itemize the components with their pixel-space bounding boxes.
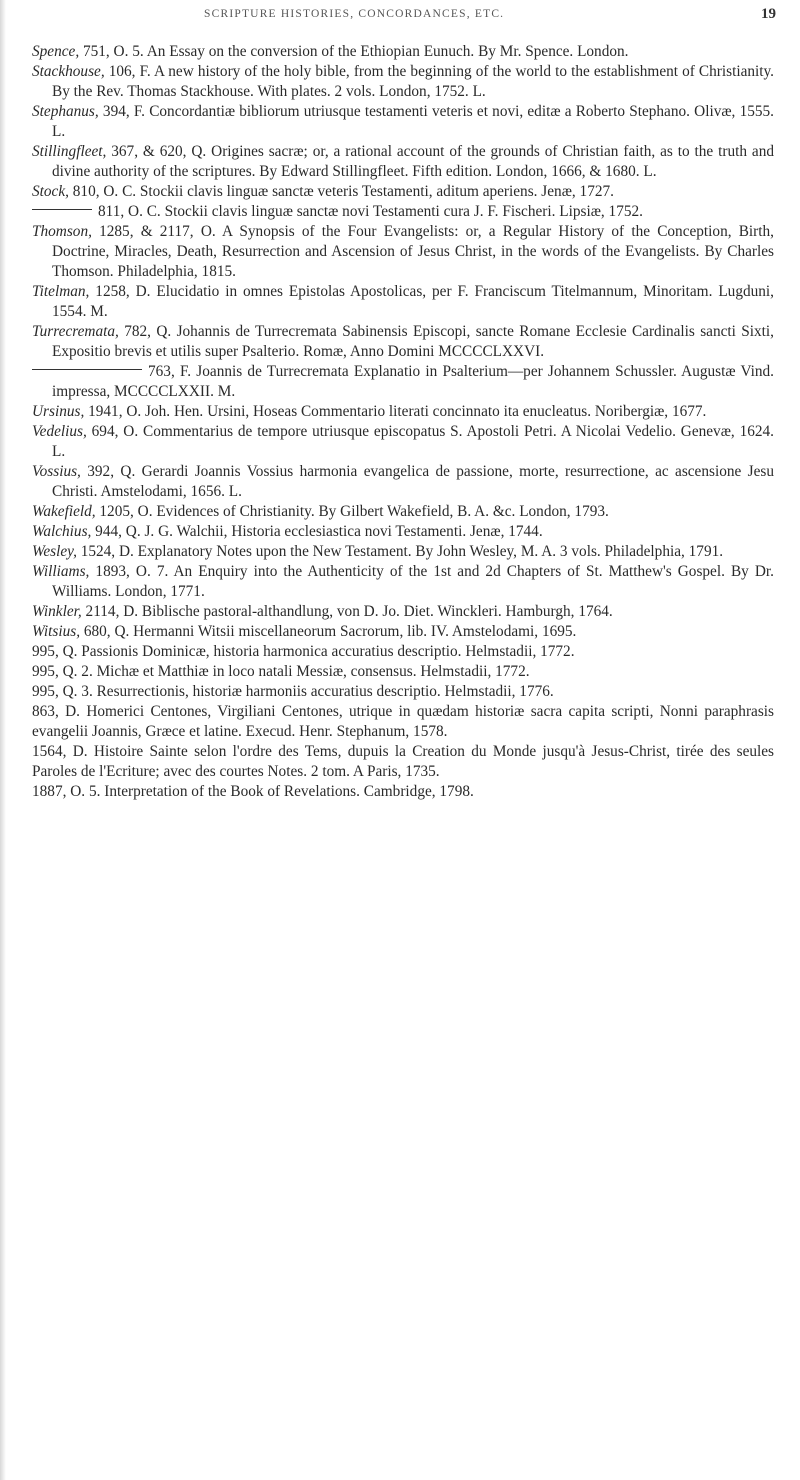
entry-author: Stackhouse, bbox=[32, 63, 105, 80]
entry-text: 995, Q. Passionis Dominicæ, historia harmonica accuratius descriptio. Helmstadii, 1772. bbox=[32, 643, 575, 660]
entry-author: Stillingfleet, bbox=[32, 143, 107, 160]
entry-text: 1258, D. Elucidatio in omnes Epistolas Apostolicas, per F. Franciscum Titelmannum, Minoritam. Lugduni, 1554. M. bbox=[52, 283, 774, 320]
entry-author: Walchius, bbox=[32, 523, 92, 540]
bibliography-entry bbox=[32, 222, 774, 282]
entry-text: 1285, & 2117, O. A Synopsis of the Four Evangelists: or, a Regular History of the Conception, Birth, Doctrine, Miracles, Death, Resurrection and Ascension of Jesus Christ, in the words of the Evangelists. By Charles Thomson. Philadelphia, 1815. bbox=[52, 223, 774, 280]
bibliography-entry bbox=[32, 402, 774, 422]
bibliography-entry bbox=[32, 562, 774, 602]
bibliography-entry bbox=[32, 462, 774, 502]
bibliography-entry bbox=[32, 622, 774, 642]
entry-text: 763, F. Joannis de Turrecremata Explanatio in Psalterium—per Johannem Schussler. Augustæ Vind. impressa, MCCCCLXXII. M. bbox=[52, 363, 774, 400]
page-gutter-shadow bbox=[0, 0, 6, 1480]
entry-author: Vedelius, bbox=[32, 423, 87, 440]
entry-text: 680, Q. Hermanni Witsii miscellaneorum Sacrorum, lib. IV. Amstelodami, 1695. bbox=[80, 623, 577, 640]
entry-text: 995, Q. 2. Michæ et Matthiæ in loco natali Messiæ, consensus. Helmstadii, 1772. bbox=[32, 663, 530, 680]
entry-text: 811, O. C. Stockii clavis linguæ sanctæ novi Testamenti cura J. F. Fischeri. Lipsiæ, 1752. bbox=[98, 203, 643, 220]
bibliography-entry bbox=[32, 782, 774, 802]
bibliography-entry bbox=[32, 202, 774, 222]
entry-text: 863, D. Homerici Centones, Virgiliani Centones, utrique in quædam historiæ sacra capita scripti, Nonni paraphrasis evangelii Joannis, Græce et latine. Execud. Henr. Stephanum, 1578. bbox=[32, 703, 774, 740]
entry-author: Wakefield, bbox=[32, 503, 96, 520]
bibliography-entries bbox=[32, 42, 774, 802]
bibliography-entry bbox=[32, 422, 774, 462]
bibliography-entry bbox=[32, 182, 774, 202]
bibliography-entry bbox=[32, 642, 774, 662]
entry-text: 2114, D. Biblische pastoral-althandlung, von D. Jo. Diet. Winckleri. Hamburgh, 1764. bbox=[81, 603, 613, 620]
entry-text: 751, O. 5. An Essay on the conversion of the Ethiopian Eunuch. By Mr. Spence. London. bbox=[79, 43, 629, 60]
bibliography-entry bbox=[32, 502, 774, 522]
bibliography-entry bbox=[32, 42, 774, 62]
entry-text: 995, Q. 3. Resurrectionis, historiæ harmoniis accuratius descriptio. Helmstadii, 1776. bbox=[32, 683, 554, 700]
page-number: 19 bbox=[761, 6, 776, 22]
bibliography-entry bbox=[32, 142, 774, 182]
entry-author: Turrecremata, bbox=[32, 323, 119, 340]
entry-author: Wesley, bbox=[32, 543, 77, 560]
entry-author: Witsius, bbox=[32, 623, 81, 640]
bibliography-entry bbox=[32, 522, 774, 542]
entry-text: 1564, D. Histoire Sainte selon l'ordre des Tems, dupuis la Creation du Monde jusqu'à Jesus-Christ, tirée des seules Paroles de l'Ecriture; avec des courtes Notes. 2 tom. A Paris, 1735. bbox=[32, 743, 774, 780]
entry-text: 394, F. Concordantiæ bibliorum utriusque testamenti veteris et novi, editæ a Roberto Stephano. Olivæ, 1555. L. bbox=[52, 103, 774, 140]
entry-text: 944, Q. J. G. Walchii, Historia ecclesiastica novi Testamenti. Jenæ, 1744. bbox=[91, 523, 543, 540]
entry-author: Ursinus, bbox=[32, 403, 85, 420]
entry-text: 694, O. Commentarius de tempore utriusque episcopatus S. Apostoli Petri. A Nicolai Vedelio. Genevæ, 1624. L. bbox=[52, 423, 774, 460]
bibliography-entry bbox=[32, 322, 774, 362]
entry-text: 1941, O. Joh. Hen. Ursini, Hoseas Commentario literati concinnato ita enucleatus. Noribergiæ, 1677. bbox=[84, 403, 707, 420]
bibliography-entry bbox=[32, 602, 774, 622]
entry-text: 782, Q. Johannis de Turrecremata Sabinensis Episcopi, sancte Romane Ecclesie Cardinalis sancti Sixti, Expositio brevis et utilis super Psalterio. Romæ, Anno Domini MCCCCLXXVI. bbox=[52, 323, 774, 360]
entry-text: 810, O. C. Stockii clavis linguæ sanctæ veteris Testamenti, aditum aperiens. Jenæ, 1727. bbox=[68, 183, 614, 200]
bibliography-entry bbox=[32, 682, 774, 702]
entry-text: 1205, O. Evidences of Christianity. By Gilbert Wakefield, B. A. &c. London, 1793. bbox=[95, 503, 609, 520]
entry-text: 1524, D. Explanatory Notes upon the New Testament. By John Wesley, M. A. 3 vols. Philadelphia, 1791. bbox=[76, 543, 724, 560]
bibliography-entry bbox=[32, 662, 774, 682]
bibliography-entry bbox=[32, 362, 774, 402]
entry-author: Stock, bbox=[32, 183, 69, 200]
bibliography-entry bbox=[32, 542, 774, 562]
ditto-dash bbox=[32, 369, 142, 370]
entry-author: Winkler, bbox=[32, 603, 82, 620]
ditto-dash bbox=[32, 209, 92, 210]
bibliography-entry bbox=[32, 282, 774, 322]
entry-author: Vossius, bbox=[32, 463, 81, 480]
entry-text: 1893, O. 7. An Enquiry into the Authenticity of the 1st and 2d Chapters of St. Matthew's Gospel. By Dr. Williams. London, 1771. bbox=[52, 563, 774, 600]
bibliography-entry bbox=[32, 102, 774, 142]
bibliography-entry bbox=[32, 62, 774, 102]
entry-author: Thomson, bbox=[32, 223, 92, 240]
bibliography-entry bbox=[32, 702, 774, 742]
running-head bbox=[0, 8, 800, 32]
entry-author: Spence, bbox=[32, 43, 80, 60]
entry-author: Titelman, bbox=[32, 283, 90, 300]
entry-text: 1887, O. 5. Interpretation of the Book of Revelations. Cambridge, 1798. bbox=[32, 783, 474, 800]
entry-author: Stephanus, bbox=[32, 103, 99, 120]
bibliography-entry bbox=[32, 742, 774, 782]
entry-text: 367, & 620, Q. Origines sacræ; or, a rational account of the grounds of Christian faith, as to the truth and divine authority of the scriptures. By Edward Stillingfleet. Fifth edition. London, 1666, & 1680. L. bbox=[52, 143, 774, 180]
entry-text: 392, Q. Gerardi Joannis Vossius harmonia evangelica de passione, morte, resurrectione, ac ascensione Jesu Christi. Amstelodami, 1656. L. bbox=[52, 463, 774, 500]
running-head-title: SCRIPTURE HISTORIES, CONCORDANCES, ETC. bbox=[204, 8, 505, 20]
entry-author: Williams, bbox=[32, 563, 90, 580]
entry-text: 106, F. A new history of the holy bible, from the beginning of the world to the establishment of Christianity. By the Rev. Thomas Stackhouse. With plates. 2 vols. London, 1752. L. bbox=[52, 63, 774, 100]
